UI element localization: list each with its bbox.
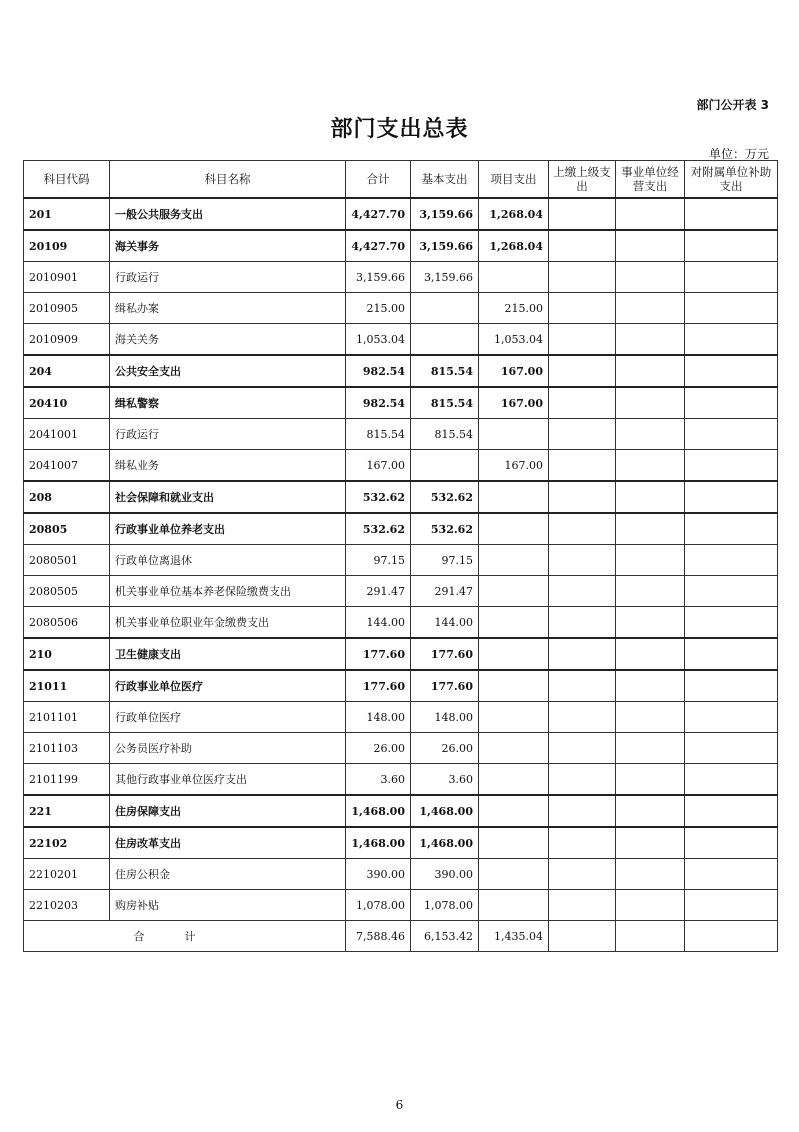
cell-total: 177.60: [346, 670, 411, 702]
cell-business: [616, 607, 685, 639]
cell-code: 221: [24, 795, 110, 827]
table-row: [24, 387, 778, 419]
cell-basic: 532.62: [411, 481, 479, 513]
cell-business: [616, 513, 685, 545]
cell-name: 机关事业单位职业年金缴费支出: [110, 607, 346, 639]
cell-basic: 815.54: [411, 387, 479, 419]
cell-subsidy: [685, 230, 778, 262]
cell-code: 2080501: [24, 545, 110, 576]
header-name: 科目名称: [110, 161, 346, 199]
cell-project: [479, 890, 549, 921]
cell-business: [616, 198, 685, 230]
cell-code: 2010909: [24, 324, 110, 356]
header-subsidy: 对附属单位补助支出: [685, 161, 778, 199]
cell-business: [616, 576, 685, 607]
cell-project: [479, 607, 549, 639]
cell-basic: 3.60: [411, 764, 479, 796]
cell-subsidy: [685, 450, 778, 482]
cell-project: [479, 859, 549, 890]
cell-project: [479, 827, 549, 859]
cell-subsidy: [685, 293, 778, 324]
cell-total: 982.54: [346, 387, 411, 419]
header-total: 合计: [346, 161, 411, 199]
cell-upper: [549, 355, 616, 387]
header-business: 事业单位经营支出: [616, 161, 685, 199]
cell-project: 1,053.04: [479, 324, 549, 356]
cell-business: [616, 293, 685, 324]
cell-name: 海关关务: [110, 324, 346, 356]
cell-project: [479, 419, 549, 450]
table-row: [24, 859, 778, 890]
cell-basic: 97.15: [411, 545, 479, 576]
table-row: [24, 702, 778, 733]
cell-name: 海关事务: [110, 230, 346, 262]
table-row: [24, 545, 778, 576]
cell-basic: 3,159.66: [411, 262, 479, 293]
page-title: 部门支出总表: [330, 117, 469, 142]
cell-business: [616, 827, 685, 859]
cell-name: 行政单位医疗: [110, 702, 346, 733]
total-project: 1,435.04: [479, 921, 549, 952]
cell-basic: 3,159.66: [411, 230, 479, 262]
cell-name: 行政运行: [110, 419, 346, 450]
cell-name: 住房公积金: [110, 859, 346, 890]
total-business: [616, 921, 685, 952]
cell-subsidy: [685, 324, 778, 356]
cell-project: [479, 481, 549, 513]
cell-name: 行政运行: [110, 262, 346, 293]
cell-project: [479, 670, 549, 702]
cell-upper: [549, 670, 616, 702]
cell-business: [616, 355, 685, 387]
cell-project: 215.00: [479, 293, 549, 324]
cell-business: [616, 387, 685, 419]
cell-total: 815.54: [346, 419, 411, 450]
cell-upper: [549, 293, 616, 324]
cell-name: 缉私办案: [110, 293, 346, 324]
table-row: [24, 827, 778, 859]
cell-basic: 1,468.00: [411, 795, 479, 827]
cell-upper: [549, 419, 616, 450]
table-row: [24, 230, 778, 262]
cell-name: 住房改革支出: [110, 827, 346, 859]
cell-project: 167.00: [479, 355, 549, 387]
table-row: [24, 764, 778, 796]
table-header-row: [24, 161, 778, 199]
cell-code: 201: [24, 198, 110, 230]
cell-code: 21011: [24, 670, 110, 702]
table-row: [24, 481, 778, 513]
cell-total: 26.00: [346, 733, 411, 764]
cell-business: [616, 890, 685, 921]
cell-total: 1,468.00: [346, 827, 411, 859]
cell-code: 20805: [24, 513, 110, 545]
table-row: [24, 638, 778, 670]
cell-basic: 815.54: [411, 355, 479, 387]
cell-code: 2080506: [24, 607, 110, 639]
cell-total: 215.00: [346, 293, 411, 324]
cell-project: 167.00: [479, 450, 549, 482]
cell-total: 97.15: [346, 545, 411, 576]
cell-basic: 1,468.00: [411, 827, 479, 859]
total-subsidy: [685, 921, 778, 952]
cell-upper: [549, 827, 616, 859]
cell-name: 社会保障和就业支出: [110, 481, 346, 513]
cell-subsidy: [685, 419, 778, 450]
cell-basic: 815.54: [411, 419, 479, 450]
cell-subsidy: [685, 733, 778, 764]
cell-upper: [549, 324, 616, 356]
cell-upper: [549, 230, 616, 262]
cell-project: [479, 262, 549, 293]
cell-total: 1,078.00: [346, 890, 411, 921]
total-label: 合计: [24, 921, 346, 952]
table-row: [24, 355, 778, 387]
cell-basic: 177.60: [411, 670, 479, 702]
header-code: 科目代码: [24, 161, 110, 199]
cell-project: [479, 795, 549, 827]
cell-name: 机关事业单位基本养老保险缴费支出: [110, 576, 346, 607]
cell-project: [479, 638, 549, 670]
header-basic: 基本支出: [411, 161, 479, 199]
cell-project: [479, 764, 549, 796]
cell-name: 行政事业单位医疗: [110, 670, 346, 702]
page-number: 6: [395, 1098, 404, 1112]
cell-upper: [549, 890, 616, 921]
cell-subsidy: [685, 355, 778, 387]
cell-code: 2101101: [24, 702, 110, 733]
cell-total: 148.00: [346, 702, 411, 733]
expense-table: [23, 160, 778, 952]
cell-upper: [549, 545, 616, 576]
cell-total: 3,159.66: [346, 262, 411, 293]
table-row: [24, 262, 778, 293]
cell-basic: 291.47: [411, 576, 479, 607]
cell-business: [616, 450, 685, 482]
cell-upper: [549, 795, 616, 827]
cell-upper: [549, 702, 616, 733]
cell-basic: [411, 450, 479, 482]
cell-subsidy: [685, 576, 778, 607]
cell-subsidy: [685, 702, 778, 733]
cell-upper: [549, 764, 616, 796]
cell-subsidy: [685, 859, 778, 890]
cell-project: [479, 702, 549, 733]
cell-business: [616, 702, 685, 733]
cell-basic: 148.00: [411, 702, 479, 733]
cell-code: 20109: [24, 230, 110, 262]
cell-subsidy: [685, 670, 778, 702]
cell-code: 2101199: [24, 764, 110, 796]
cell-code: 204: [24, 355, 110, 387]
cell-subsidy: [685, 607, 778, 639]
table-row: [24, 795, 778, 827]
total-amount: 7,588.46: [346, 921, 411, 952]
cell-name: 其他行政事业单位医疗支出: [110, 764, 346, 796]
cell-name: 卫生健康支出: [110, 638, 346, 670]
cell-upper: [549, 733, 616, 764]
cell-name: 一般公共服务支出: [110, 198, 346, 230]
table-row: [24, 890, 778, 921]
cell-subsidy: [685, 638, 778, 670]
table-row: [24, 576, 778, 607]
table-row: [24, 198, 778, 230]
cell-code: 22102: [24, 827, 110, 859]
cell-code: 2210203: [24, 890, 110, 921]
table-row: [24, 607, 778, 639]
cell-basic: 144.00: [411, 607, 479, 639]
cell-total: 532.62: [346, 481, 411, 513]
cell-upper: [549, 481, 616, 513]
cell-business: [616, 764, 685, 796]
cell-business: [616, 230, 685, 262]
cell-business: [616, 795, 685, 827]
cell-subsidy: [685, 387, 778, 419]
cell-total: 1,053.04: [346, 324, 411, 356]
cell-total: 167.00: [346, 450, 411, 482]
cell-name: 缉私警察: [110, 387, 346, 419]
cell-name: 行政单位离退休: [110, 545, 346, 576]
cell-total: 291.47: [346, 576, 411, 607]
cell-upper: [549, 262, 616, 293]
cell-basic: 177.60: [411, 638, 479, 670]
cell-project: [479, 733, 549, 764]
cell-basic: 390.00: [411, 859, 479, 890]
cell-total: 144.00: [346, 607, 411, 639]
cell-business: [616, 733, 685, 764]
table-row: [24, 733, 778, 764]
table-row: [24, 293, 778, 324]
cell-business: [616, 419, 685, 450]
header-project: 项目支出: [479, 161, 549, 199]
cell-basic: 26.00: [411, 733, 479, 764]
total-row: [24, 921, 778, 952]
cell-business: [616, 670, 685, 702]
cell-total: 3.60: [346, 764, 411, 796]
total-basic: 6,153.42: [411, 921, 479, 952]
cell-name: 公务员医疗补助: [110, 733, 346, 764]
cell-project: [479, 545, 549, 576]
cell-basic: [411, 293, 479, 324]
total-upper: [549, 921, 616, 952]
cell-project: 1,268.04: [479, 198, 549, 230]
cell-name: 行政事业单位养老支出: [110, 513, 346, 545]
cell-name: 公共安全支出: [110, 355, 346, 387]
cell-total: 1,468.00: [346, 795, 411, 827]
table-row: [24, 450, 778, 482]
cell-name: 住房保障支出: [110, 795, 346, 827]
cell-total: 390.00: [346, 859, 411, 890]
cell-total: 4,427.70: [346, 198, 411, 230]
cell-code: 2010901: [24, 262, 110, 293]
cell-subsidy: [685, 795, 778, 827]
cell-total: 532.62: [346, 513, 411, 545]
cell-subsidy: [685, 764, 778, 796]
cell-code: 210: [24, 638, 110, 670]
cell-project: [479, 576, 549, 607]
cell-upper: [549, 387, 616, 419]
table-row: [24, 513, 778, 545]
cell-code: 2010905: [24, 293, 110, 324]
cell-upper: [549, 450, 616, 482]
cell-upper: [549, 576, 616, 607]
cell-code: 208: [24, 481, 110, 513]
cell-total: 177.60: [346, 638, 411, 670]
cell-total: 4,427.70: [346, 230, 411, 262]
cell-upper: [549, 859, 616, 890]
cell-code: 2101103: [24, 733, 110, 764]
cell-basic: [411, 324, 479, 356]
cell-upper: [549, 513, 616, 545]
cell-total: 982.54: [346, 355, 411, 387]
cell-subsidy: [685, 481, 778, 513]
cell-project: [479, 513, 549, 545]
document-label: 部门公开表 3: [696, 98, 769, 112]
cell-project: 167.00: [479, 387, 549, 419]
cell-business: [616, 481, 685, 513]
cell-subsidy: [685, 262, 778, 293]
cell-basic: 3,159.66: [411, 198, 479, 230]
table-row: [24, 670, 778, 702]
cell-upper: [549, 638, 616, 670]
cell-project: 1,268.04: [479, 230, 549, 262]
cell-code: 2210201: [24, 859, 110, 890]
cell-business: [616, 638, 685, 670]
cell-subsidy: [685, 513, 778, 545]
cell-business: [616, 859, 685, 890]
table-row: [24, 324, 778, 356]
cell-name: 缉私业务: [110, 450, 346, 482]
cell-business: [616, 545, 685, 576]
cell-basic: 1,078.00: [411, 890, 479, 921]
cell-subsidy: [685, 827, 778, 859]
cell-upper: [549, 607, 616, 639]
cell-business: [616, 262, 685, 293]
cell-business: [616, 324, 685, 356]
cell-basic: 532.62: [411, 513, 479, 545]
cell-code: 2041007: [24, 450, 110, 482]
cell-code: 2041001: [24, 419, 110, 450]
cell-subsidy: [685, 198, 778, 230]
cell-subsidy: [685, 545, 778, 576]
cell-upper: [549, 198, 616, 230]
cell-code: 20410: [24, 387, 110, 419]
table-body: [24, 198, 778, 921]
header-upper: 上缴上级支出: [549, 161, 616, 199]
table-row: [24, 419, 778, 450]
cell-subsidy: [685, 890, 778, 921]
unit-label: 单位：万元: [708, 147, 769, 161]
cell-code: 2080505: [24, 576, 110, 607]
cell-name: 购房补贴: [110, 890, 346, 921]
